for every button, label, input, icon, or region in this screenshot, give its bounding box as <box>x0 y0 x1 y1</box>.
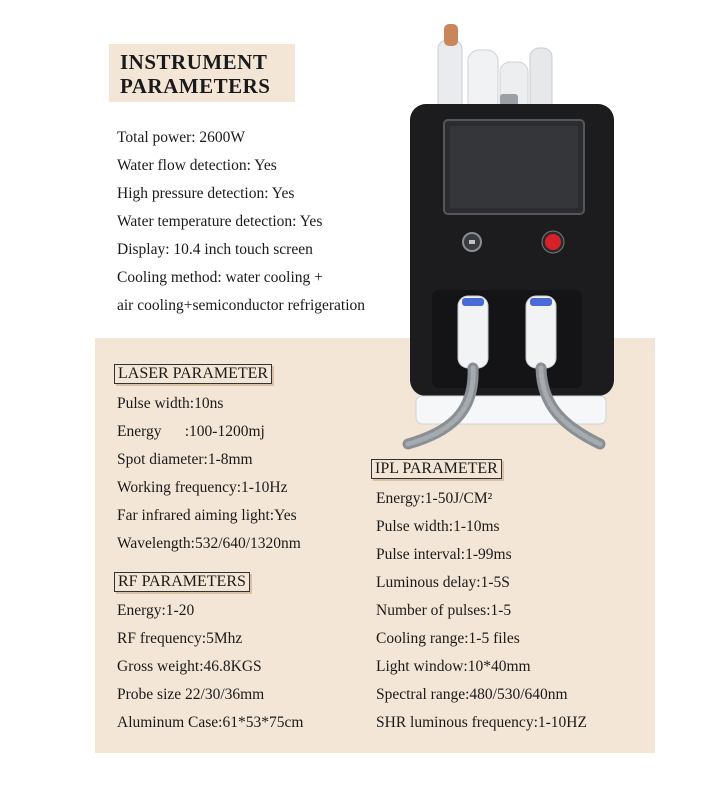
laser-energy: Energy :100-1200mj <box>117 423 265 440</box>
rf-section-title: RF PARAMETERS <box>114 572 250 592</box>
ipl-pulse-interval: Pulse interval:1-99ms <box>376 546 512 563</box>
rf-probe-size: Probe size 22/30/36mm <box>117 686 265 703</box>
spec-cooling-method-cont: air cooling+semiconductor refrigeration <box>117 297 366 314</box>
rf-gross-weight: Gross weight:46.8KGS <box>117 658 262 675</box>
title-line-1: INSTRUMENT <box>120 50 268 74</box>
ipl-energy: Energy:1-50J/CM² <box>376 490 493 507</box>
ipl-spectral-range: Spectral range:480/530/640nm <box>376 686 568 703</box>
spec-high-pressure: High pressure detection: Yes <box>117 185 295 202</box>
laser-pulse-width: Pulse width:10ns <box>117 395 224 412</box>
rf-energy: Energy:1-20 <box>117 602 195 619</box>
laser-aiming-light: Far infrared aiming light:Yes <box>117 507 297 524</box>
ipl-section-title: IPL PARAMETER <box>371 459 502 479</box>
ipl-pulse-width: Pulse width:1-10ms <box>376 518 500 535</box>
laser-section-title: LASER PARAMETER <box>114 364 272 384</box>
laser-wavelength: Wavelength:532/640/1320nm <box>117 535 301 552</box>
ipl-light-window: Light window:10*40mm <box>376 658 531 675</box>
machine-image <box>380 12 630 452</box>
ipl-number-of-pulses: Number of pulses:1-5 <box>376 602 512 619</box>
spec-water-flow: Water flow detection: Yes <box>117 157 277 174</box>
title-line-2: PARAMETERS <box>120 74 271 98</box>
laser-working-frequency: Working frequency:1-10Hz <box>117 479 288 496</box>
spec-cooling-method: Cooling method: water cooling + <box>117 269 323 286</box>
rf-aluminum-case: Aluminum Case:61*53*75cm <box>117 714 304 731</box>
page-title <box>109 44 295 102</box>
spec-water-temperature: Water temperature detection: Yes <box>117 213 323 230</box>
laser-spot-diameter: Spot diameter:1-8mm <box>117 451 253 468</box>
ipl-luminous-delay: Luminous delay:1-5S <box>376 574 510 591</box>
spec-total-power: Total power: 2600W <box>117 129 246 146</box>
spec-display: Display: 10.4 inch touch screen <box>117 241 313 258</box>
ipl-cooling-range: Cooling range:1-5 files <box>376 630 520 647</box>
ipl-shr-frequency: SHR luminous frequency:1-10HZ <box>376 714 587 731</box>
rf-frequency: RF frequency:5Mhz <box>117 630 243 647</box>
